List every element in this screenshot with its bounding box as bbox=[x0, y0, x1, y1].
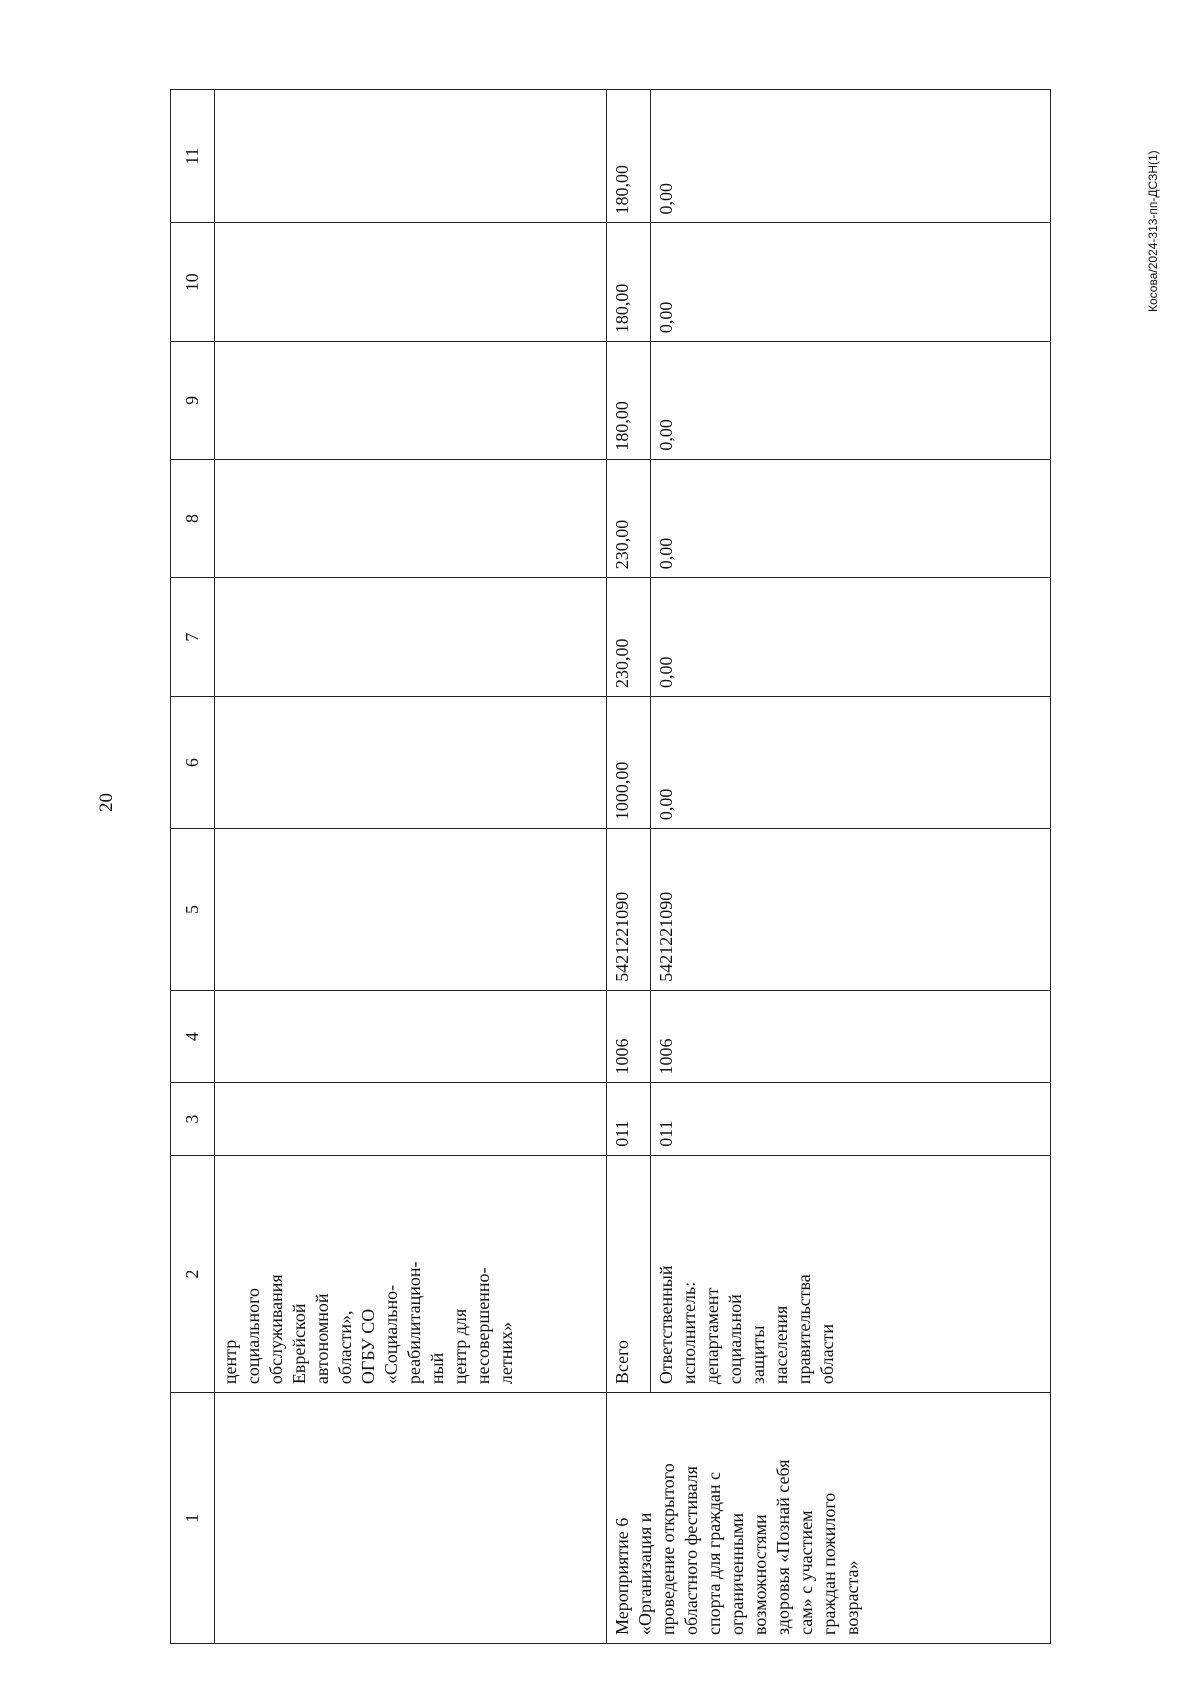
table-cell: 0,00 bbox=[651, 696, 1051, 828]
table-cell bbox=[215, 459, 607, 578]
table-cell bbox=[215, 90, 607, 223]
budget-table bbox=[170, 89, 1051, 1644]
table-cell bbox=[215, 578, 607, 697]
budget-table-rotated bbox=[170, 89, 1050, 1644]
header-row bbox=[171, 90, 215, 1644]
table-cell: 0,00 bbox=[651, 223, 1051, 342]
table-cell: 230,00 bbox=[607, 578, 651, 697]
table-cell: 5421221090 bbox=[651, 829, 1051, 991]
executors-cell: центр социального обслуживания Еврейской автономной области», ОГБУ СО «Социально- реабилитацион- ный центр для несовершенно- летних» bbox=[215, 1155, 607, 1392]
header-cell: 5 bbox=[171, 829, 215, 991]
table-cell: 230,00 bbox=[607, 459, 651, 578]
table-cell bbox=[215, 829, 607, 991]
header-cell: 11 bbox=[171, 90, 215, 223]
table-cell bbox=[215, 990, 607, 1083]
header-cell: 3 bbox=[171, 1083, 215, 1155]
table-cell: 1000,00 bbox=[607, 696, 651, 828]
header-cell: 7 bbox=[171, 578, 215, 697]
document-id: Косова/2024-313-пп-ДСЗН(1) bbox=[1146, 150, 1160, 312]
table-cell bbox=[215, 1393, 607, 1644]
header-cell: 8 bbox=[171, 459, 215, 578]
table-cell: 180,00 bbox=[607, 223, 651, 342]
table-row bbox=[215, 90, 607, 1644]
table-cell: 1006 bbox=[607, 990, 651, 1083]
header-cell: 1 bbox=[171, 1393, 215, 1644]
table-cell: 0,00 bbox=[651, 578, 1051, 697]
header-cell: 2 bbox=[171, 1155, 215, 1392]
table-cell bbox=[215, 342, 607, 460]
header-cell: 6 bbox=[171, 696, 215, 828]
header-cell: 4 bbox=[171, 990, 215, 1083]
table-cell: 011 bbox=[651, 1083, 1051, 1155]
table-cell bbox=[215, 223, 607, 342]
header-cell: 9 bbox=[171, 342, 215, 460]
measure-title-cell: Мероприятие 6 «Организация и проведение открытого областного фестиваля спорта для граждан с ограниченными возможностями здоровья «Познай себя сам» с участием граждан пожилого возраста» bbox=[607, 1393, 1051, 1644]
table-cell bbox=[215, 696, 607, 828]
table-cell bbox=[215, 1083, 607, 1155]
table-cell: 1006 bbox=[651, 990, 1051, 1083]
page-number: 20 bbox=[96, 793, 117, 812]
table-cell: Всего bbox=[607, 1155, 651, 1392]
responsible-executor-cell: Ответственный исполнитель: департамент социальной защиты населения правительства области bbox=[651, 1155, 1051, 1392]
table-cell: 011 bbox=[607, 1083, 651, 1155]
table-cell: 5421221090 bbox=[607, 829, 651, 991]
table-row-total bbox=[607, 90, 651, 1644]
table-cell-value: 0,00 bbox=[656, 182, 676, 215]
table-cell: 0,00 bbox=[651, 342, 1051, 460]
table-cell: 180,00 bbox=[607, 342, 651, 460]
table-cell: 0,00 bbox=[651, 459, 1051, 578]
table-cell: 180,00 bbox=[607, 90, 651, 223]
table-cell-last bbox=[651, 90, 1051, 223]
header-cell: 10 bbox=[171, 223, 215, 342]
